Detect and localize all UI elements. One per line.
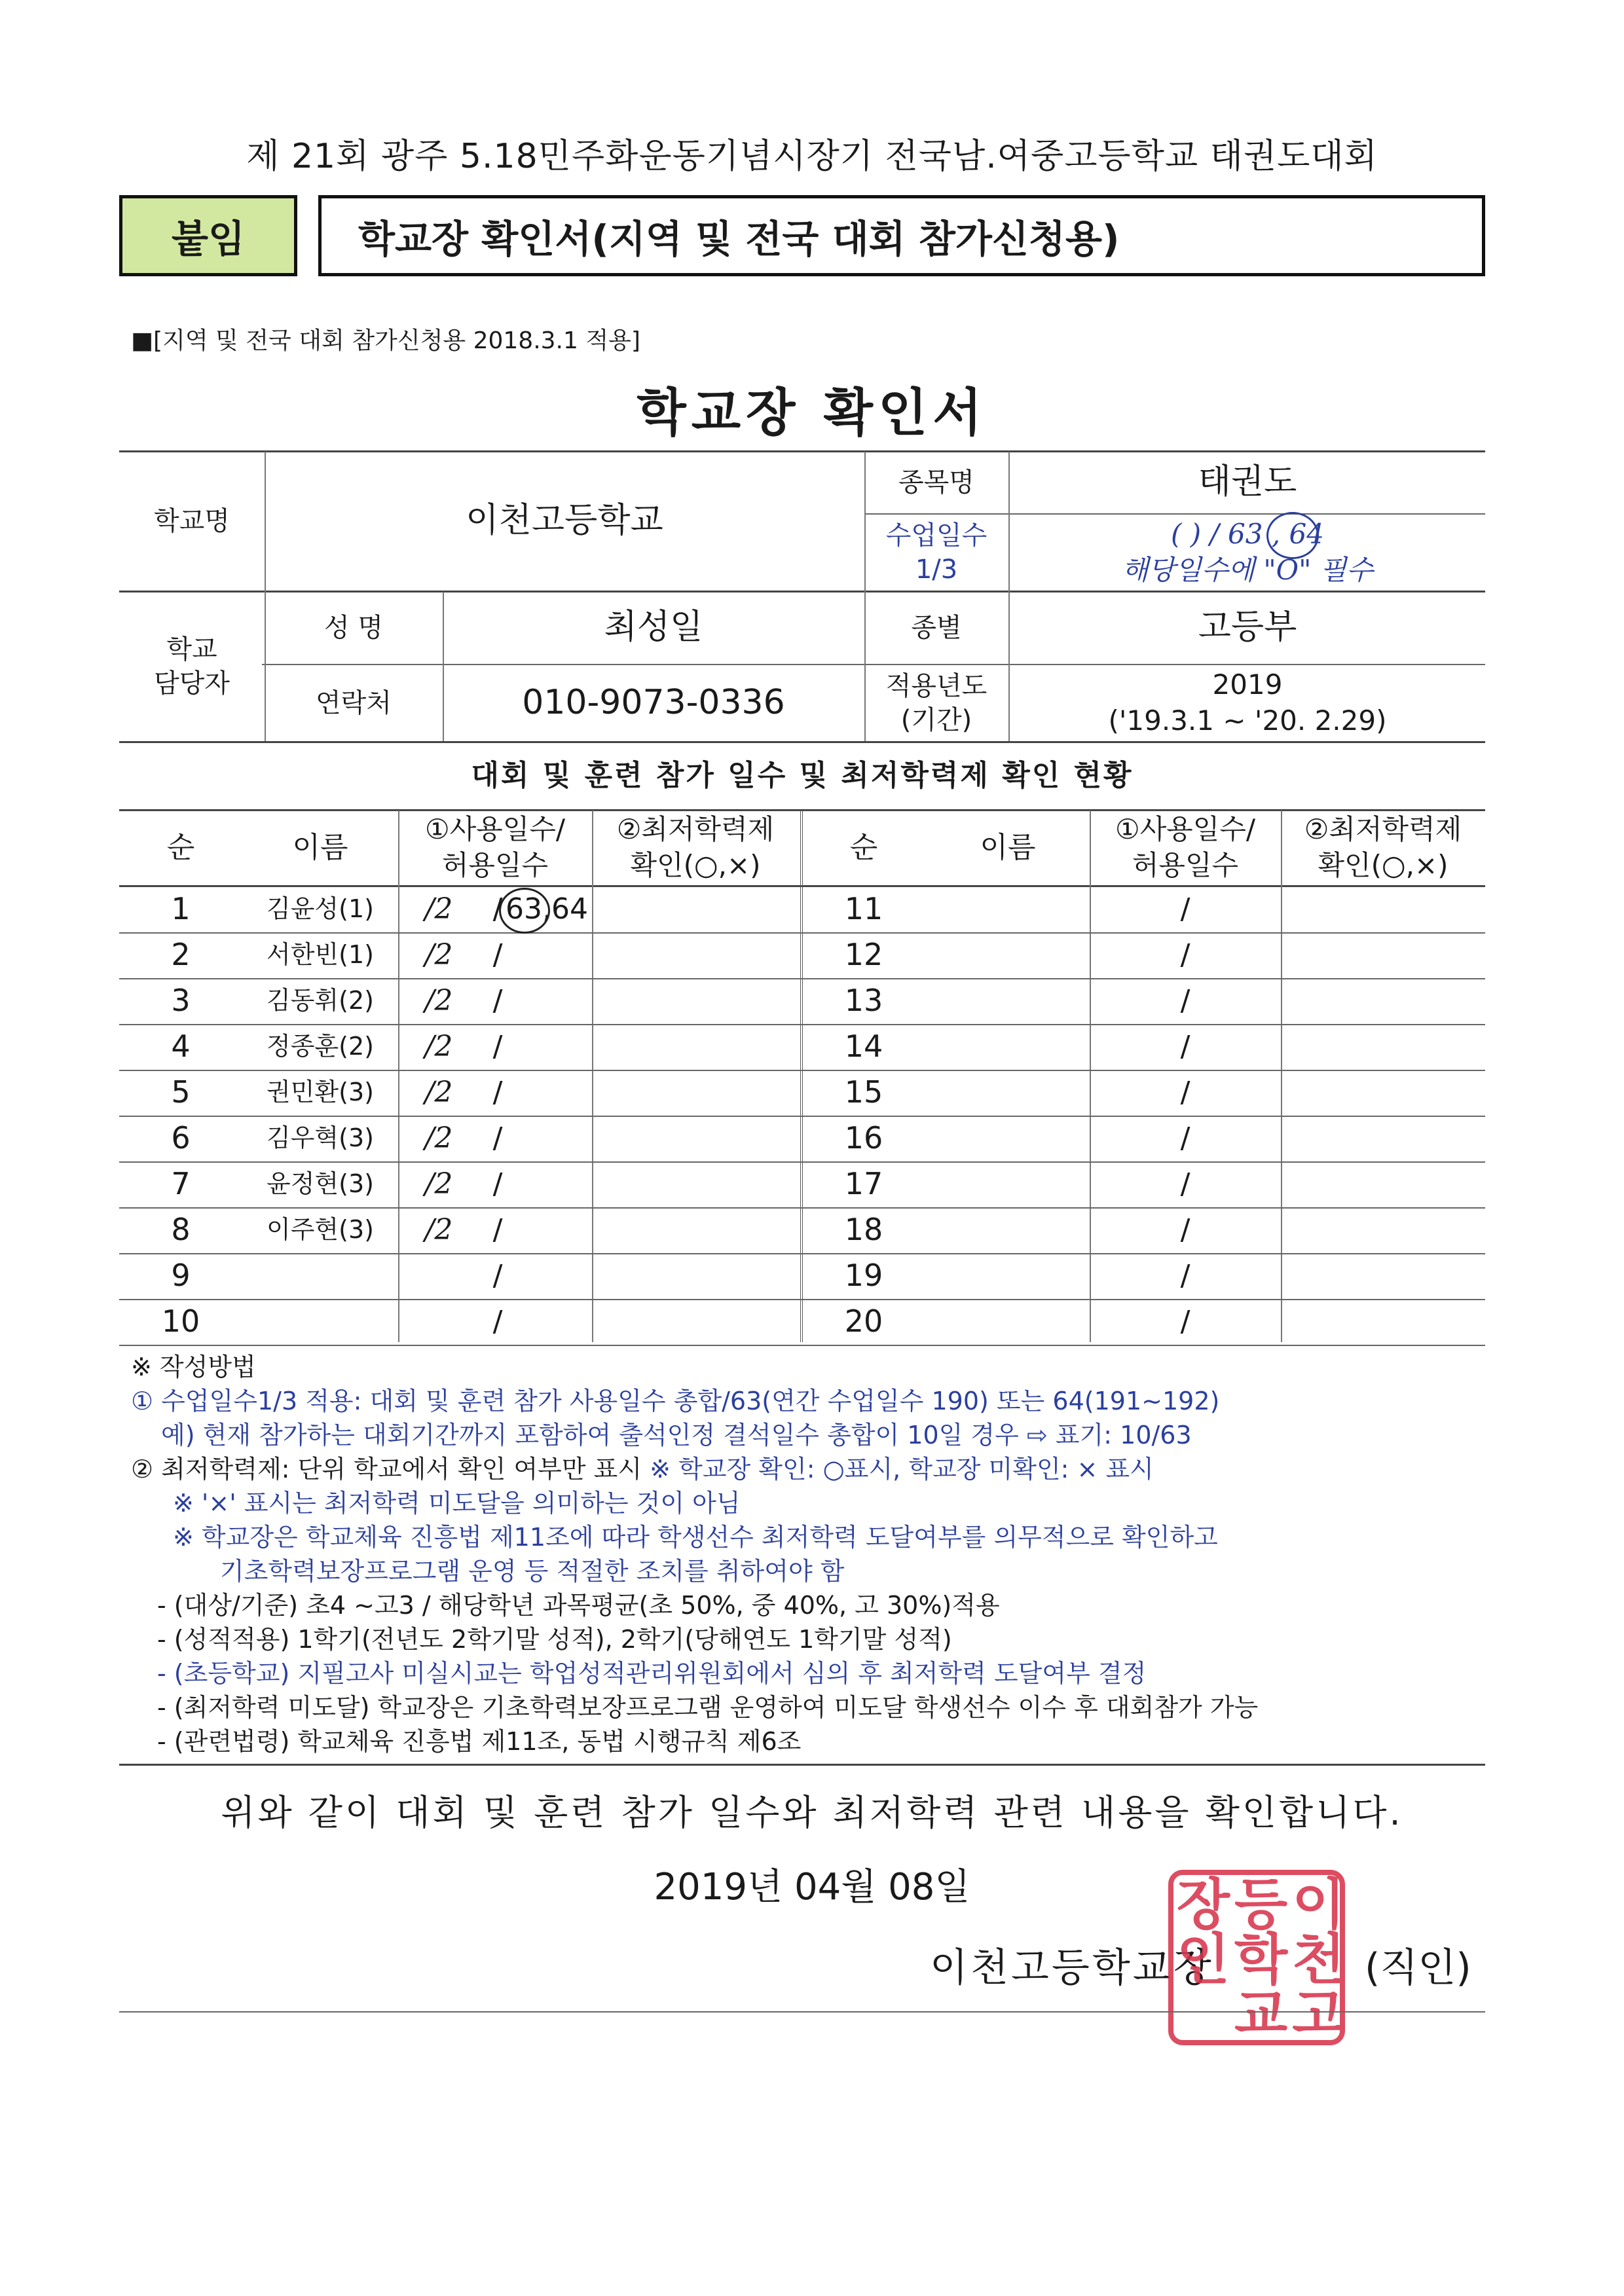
row-used-days bbox=[406, 1253, 471, 1299]
row-slash: / bbox=[1180, 1213, 1190, 1247]
row-allowed-days bbox=[504, 978, 589, 1024]
row-number: 14 bbox=[844, 1029, 883, 1065]
contact-label-line2: 담당자 bbox=[154, 668, 230, 699]
year-label-group bbox=[866, 665, 1007, 741]
row-student-name: 권민환(3) bbox=[267, 1078, 374, 1107]
row-slash: / bbox=[492, 1213, 503, 1247]
row-number: 1 bbox=[171, 891, 191, 927]
row-slash: / bbox=[1180, 1167, 1190, 1201]
row-allowed-days bbox=[504, 1207, 589, 1253]
school-label: 학교명 bbox=[154, 506, 230, 536]
period-value: ('19.3.1 ~ '20. 2.29) bbox=[1108, 704, 1387, 737]
col-used-label: ①사용일수/ bbox=[424, 813, 566, 846]
name-value: 최성일 bbox=[604, 608, 703, 647]
note-line-6: 기초학력보장프로그램 운영 등 적절한 조치를 취하여야 함 bbox=[220, 1557, 845, 1586]
status-heading: 대회 및 훈련 참가 일수 및 최저학력제 확인 현황 bbox=[471, 759, 1134, 793]
note-line-8: - (성적적용) 1학기(전년도 2학기말 성적), 2학기(당해연도 1학기말 성적) bbox=[157, 1625, 952, 1654]
sport-label: 종목명 bbox=[898, 467, 974, 498]
row-allowed-days bbox=[504, 1070, 589, 1116]
row-allowed-days bbox=[504, 1299, 589, 1345]
row-student-name: 정종훈(2) bbox=[267, 1032, 374, 1061]
row-number: 4 bbox=[171, 1029, 191, 1065]
note-line-1: ① 수업일수1/3 적용: 대회 및 훈련 참가 사용일수 총합/63(연간 수업일수 190) 또는 64(191~192) bbox=[131, 1387, 1220, 1415]
form-title: 학교장 확인서 bbox=[637, 384, 987, 443]
table-border bbox=[119, 1764, 1485, 1766]
name-label: 성 명 bbox=[324, 613, 383, 643]
row-number: 5 bbox=[171, 1074, 191, 1110]
col-name-left: 이름 bbox=[292, 831, 348, 865]
row-slash: / bbox=[1180, 984, 1190, 1018]
row-used-days: /2 bbox=[424, 1076, 453, 1110]
row-allowed-days bbox=[504, 1116, 589, 1161]
row-number: 20 bbox=[844, 1303, 883, 1339]
note-line-2: 예) 현재 참가하는 대회기간까지 포함하여 출석인정 결석일수 총합이 10일 경우 ⇨ 표기: 10/63 bbox=[161, 1421, 1192, 1449]
sport-value: 태권도 bbox=[1198, 462, 1297, 502]
row-student-name bbox=[242, 1299, 398, 1345]
row-student-name: 김우혁(3) bbox=[267, 1123, 374, 1153]
note-line-7: - (대상/기준) 초4 ~고3 / 해당학년 과목평균(초 50%, 중 40%, 고 30%)적용 bbox=[157, 1591, 1000, 1620]
row-number: 15 bbox=[844, 1074, 883, 1110]
row-divider bbox=[119, 1345, 1485, 1346]
school-value: 이천고등학교 bbox=[466, 501, 663, 541]
row-used-days bbox=[406, 1299, 471, 1345]
event-title: 제 21회 광주 5.18민주화운동기념시장기 전국남.여중고등학교 태권도대회 bbox=[246, 137, 1378, 176]
row-number: 11 bbox=[844, 891, 883, 927]
year-value: 2019 bbox=[1212, 668, 1283, 701]
row-number: 18 bbox=[844, 1212, 883, 1248]
row-used-days: /2 bbox=[424, 938, 453, 972]
row-allowed-days bbox=[504, 1161, 589, 1207]
row-slash: / bbox=[492, 1167, 503, 1201]
row-used-days: /2 bbox=[424, 892, 453, 926]
note-line-9: - (초등학교) 지필고사 미실시교는 학업성적관리위원회에서 심의 후 최저학력 도달여부 결정 bbox=[157, 1659, 1147, 1688]
col-seq-right: 순 bbox=[849, 831, 878, 865]
row-used-days: /2 bbox=[424, 1121, 453, 1156]
class-days-fraction: 1/3 bbox=[915, 555, 958, 585]
phone-value: 010-9073-0336 bbox=[522, 683, 785, 723]
row-student-name: 김윤성(1) bbox=[267, 894, 374, 924]
table-vline bbox=[592, 811, 593, 1342]
table-vline bbox=[398, 811, 399, 1342]
row-slash: / bbox=[1180, 938, 1190, 972]
row-number: 19 bbox=[844, 1258, 883, 1294]
official-seal-icon: 이천고등학교장인 bbox=[1168, 1870, 1345, 2045]
footer-line bbox=[119, 2011, 1485, 2013]
note-line-5: ※ 학교장은 학교체육 진흥법 제11조에 따라 학생선수 최저학력 도달여부를 의무적으로 확인하고 bbox=[173, 1523, 1218, 1552]
note-line-11: - (관련법령) 학교체육 진흥법 제11조, 동법 시행규칙 제6조 bbox=[157, 1727, 802, 1756]
col-name-right: 이름 bbox=[980, 831, 1036, 865]
row-slash: / bbox=[1180, 1076, 1190, 1110]
year-label-period: (기간) bbox=[900, 705, 972, 735]
row-slash: / bbox=[492, 1076, 503, 1110]
col-used-right bbox=[1090, 811, 1281, 885]
row-number: 9 bbox=[171, 1258, 191, 1294]
row-allowed-days bbox=[504, 1024, 589, 1070]
row-slash: / bbox=[492, 1030, 503, 1064]
header-title: 학교장 확인서(지역 및 전국 대회 참가신청용) bbox=[318, 195, 1485, 276]
note-line-3b: ※ 학교장 확인: ○표시, 학교장 미확인: × 표시 bbox=[642, 1455, 1154, 1484]
row-slash: / bbox=[1180, 1121, 1190, 1156]
row-slash: / bbox=[492, 1121, 503, 1156]
col-used-left bbox=[398, 811, 592, 885]
issue-date: 2019년 04월 08일 bbox=[654, 1866, 970, 1908]
row-slash: / bbox=[1180, 1305, 1190, 1339]
row-student-name: 서한빈(1) bbox=[267, 940, 374, 970]
seal-label: (직인) bbox=[1365, 1945, 1471, 1991]
row-slash: / bbox=[492, 938, 503, 972]
row-number: 12 bbox=[844, 937, 883, 973]
row-student-name: 이주현(3) bbox=[267, 1215, 374, 1245]
row-number: 2 bbox=[171, 937, 191, 973]
row-slash: / bbox=[1180, 892, 1190, 926]
col-grade-left bbox=[592, 811, 799, 885]
category-value: 고등부 bbox=[1198, 608, 1297, 647]
row-used-days: /2 bbox=[424, 984, 453, 1018]
col-grade-label: ②최저학력제 bbox=[616, 813, 775, 846]
col-seq-left: 순 bbox=[166, 831, 195, 865]
notes-heading: ※ 작성방법 bbox=[131, 1353, 256, 1381]
note-line-10: - (최저학력 미도달) 학교장은 기초학력보장프로그램 운영하여 미도달 학생선수 이수 후 대회참가 가능 bbox=[157, 1693, 1259, 1722]
row-slash: / bbox=[492, 1305, 503, 1339]
row-number: 3 bbox=[171, 983, 191, 1019]
note-line-3 bbox=[131, 1452, 1493, 1486]
circle-mark-icon bbox=[1266, 512, 1319, 559]
col-grade-right bbox=[1281, 811, 1485, 885]
col-confirm-label: 확인(○,×) bbox=[1318, 849, 1449, 881]
row-used-days: /2 bbox=[424, 1030, 453, 1064]
row-allowed-days bbox=[504, 1253, 589, 1299]
circle-mark-icon bbox=[499, 888, 550, 934]
phone-label: 연락처 bbox=[316, 688, 392, 718]
col-grade-label: ②최저학력제 bbox=[1304, 813, 1462, 846]
row-student-name: 김동휘(2) bbox=[267, 986, 374, 1015]
row-number: 6 bbox=[171, 1120, 191, 1156]
row-slash: / bbox=[492, 984, 503, 1018]
col-used-label: ①사용일수/ bbox=[1115, 813, 1256, 846]
row-slash: / bbox=[1180, 1030, 1190, 1064]
row-used-days: /2 bbox=[424, 1213, 453, 1247]
col-confirm-label: 확인(○,×) bbox=[630, 849, 761, 881]
row-number: 13 bbox=[844, 983, 883, 1019]
note-line-4: ※ '×' 표시는 최저학력 미도달을 의미하는 것이 아님 bbox=[173, 1489, 741, 1518]
row-allowed-days: 63,64 bbox=[506, 892, 588, 926]
row-slash: / bbox=[492, 892, 503, 926]
attachment-label: 붙임 bbox=[119, 195, 297, 276]
note-line-3a: ② 최저학력제: 단위 학교에서 확인 여부만 표시 bbox=[131, 1455, 642, 1484]
table-vline bbox=[1281, 811, 1282, 1342]
row-student-name: 윤정현(3) bbox=[267, 1169, 374, 1199]
col-allowed-label: 허용일수 bbox=[441, 849, 549, 881]
contact-label-line1: 학교 bbox=[166, 634, 217, 665]
row-used-days: /2 bbox=[424, 1167, 453, 1201]
confirm-statement: 위와 같이 대회 및 훈련 참가 일수와 최저학력 관련 내용을 확인합니다. bbox=[221, 1792, 1403, 1833]
row-number: 8 bbox=[171, 1212, 191, 1248]
year-label: 적용년도 bbox=[885, 671, 987, 701]
row-number: 7 bbox=[171, 1166, 191, 1202]
principal-name: 이천고등학교장 bbox=[930, 1945, 1214, 1991]
row-allowed-days bbox=[504, 932, 589, 978]
row-student-name bbox=[242, 1253, 398, 1299]
class-days-group bbox=[1010, 515, 1485, 591]
instructions bbox=[131, 1350, 1493, 1758]
row-number: 17 bbox=[844, 1166, 883, 1202]
year-value-group bbox=[1010, 665, 1485, 741]
col-allowed-label: 허용일수 bbox=[1132, 849, 1239, 881]
form-note: ■[지역 및 전국 대회 참가신청용 2018.3.1 적용] bbox=[131, 327, 640, 354]
row-slash: / bbox=[492, 1259, 503, 1293]
row-number: 10 bbox=[161, 1303, 200, 1339]
row-slash: / bbox=[1180, 1259, 1190, 1293]
row-number: 16 bbox=[844, 1120, 883, 1156]
class-days-value: ( ) / 63 , 64 bbox=[1171, 518, 1324, 551]
class-days-label: 수업일수 bbox=[885, 520, 987, 551]
category-label: 종별 bbox=[911, 613, 962, 643]
class-days-note: 해당일수에 "O" 필수 bbox=[1122, 554, 1373, 586]
class-days-label-group bbox=[866, 515, 1007, 591]
contact-group-label bbox=[120, 592, 263, 741]
